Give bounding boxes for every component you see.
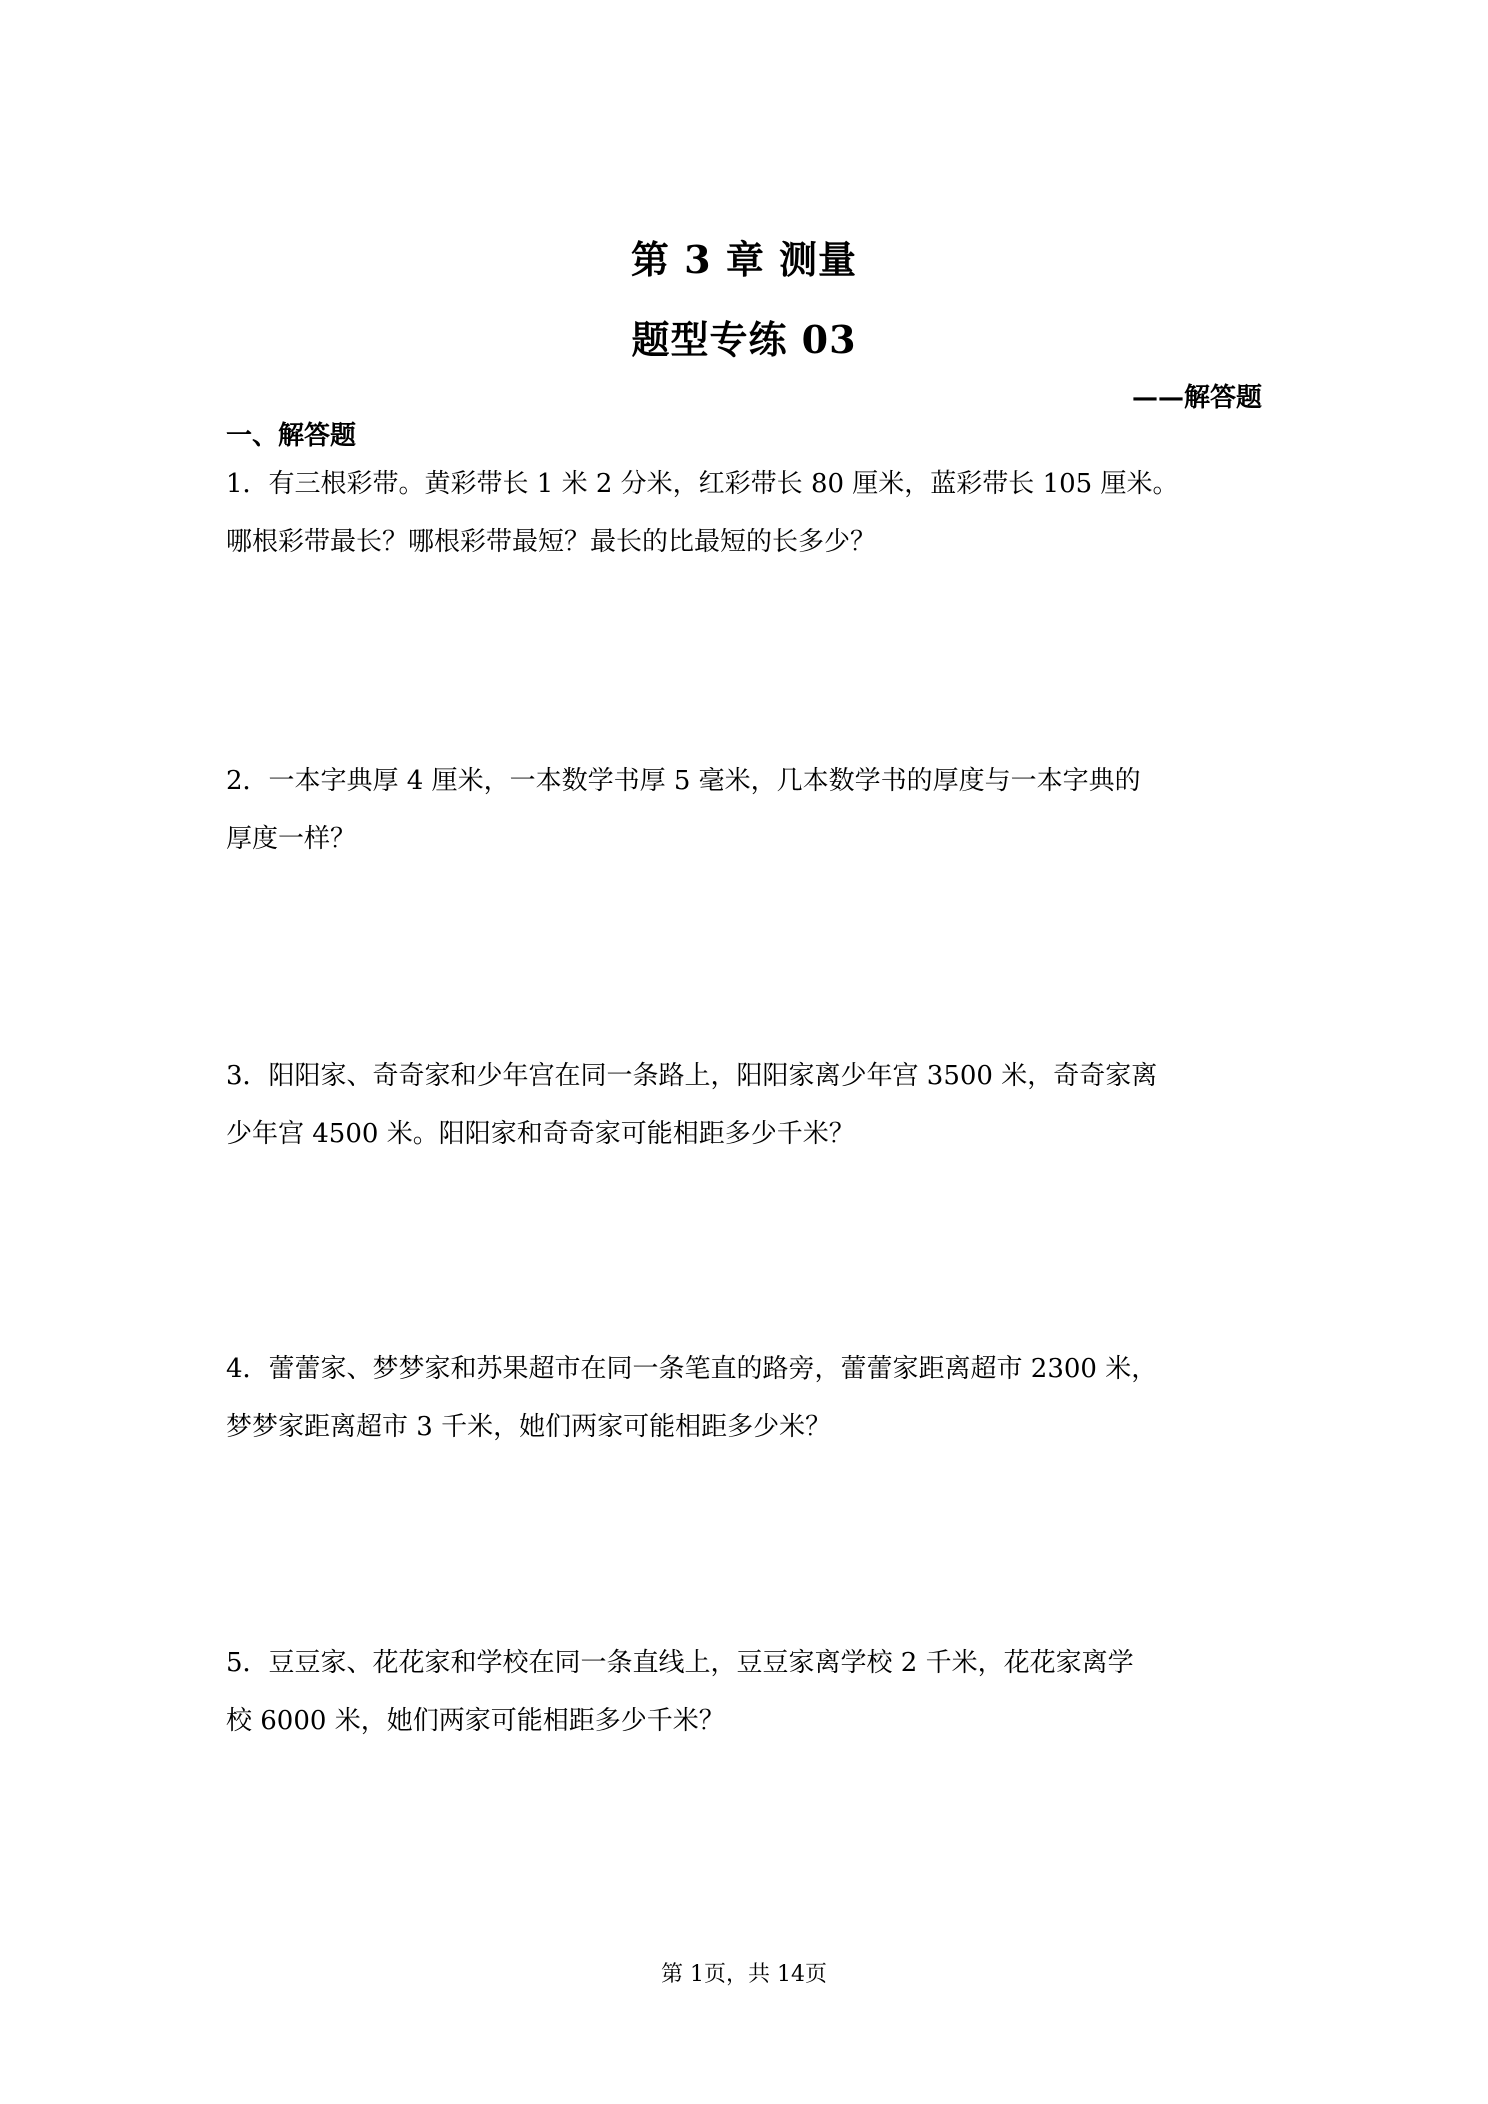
- question-text-line: 3．阳阳家、奇奇家和少年宫在同一条路上，阳阳家离少年宫 3500 米，奇奇家离: [226, 1061, 1158, 1091]
- question-text-line: 2．一本字典厚 4 厘米，一本数学书厚 5 毫米，几本数学书的厚度与一本字典的: [226, 766, 1141, 796]
- question-text-line: 少年宫 4500 米。阳阳家和奇奇家可能相距多少千米？: [226, 1119, 855, 1149]
- question-text-line: 梦梦家距离超市 3 千米，她们两家可能相距多少米？: [226, 1412, 832, 1442]
- question-type-label: ——解答题: [1131, 383, 1262, 413]
- question-4: [226, 1340, 1262, 1456]
- question-2: [226, 752, 1262, 868]
- question-1: [226, 455, 1262, 571]
- question-text-line: 4．蕾蕾家、梦梦家和苏果超市在同一条笔直的路旁，蕾蕾家距离超市 2300 米，: [226, 1354, 1158, 1384]
- question-text-line: 5．豆豆家、花花家和学校在同一条直线上，豆豆家离学校 2 千米，花花家离学: [226, 1648, 1134, 1678]
- question-3: [226, 1047, 1262, 1163]
- question-text-line: 校 6000 米，她们两家可能相距多少千米？: [226, 1706, 725, 1736]
- section-heading: 一、解答题: [226, 421, 357, 451]
- question-text-line: 厚度一样？: [226, 824, 357, 854]
- question-text-line: 哪根彩带最长？哪根彩带最短？最长的比最短的长多少？: [226, 527, 877, 557]
- page-number-footer: 第 1页，共 14页: [661, 1962, 827, 1987]
- question-text-line: 1．有三根彩带。黄彩带长 1 米 2 分米，红彩带长 80 厘米，蓝彩带长 105 厘米。: [226, 469, 1179, 499]
- question-5: [226, 1634, 1262, 1750]
- practice-title: 题型专练 03: [631, 317, 857, 362]
- chapter-title: 第 3 章 测量: [630, 237, 858, 282]
